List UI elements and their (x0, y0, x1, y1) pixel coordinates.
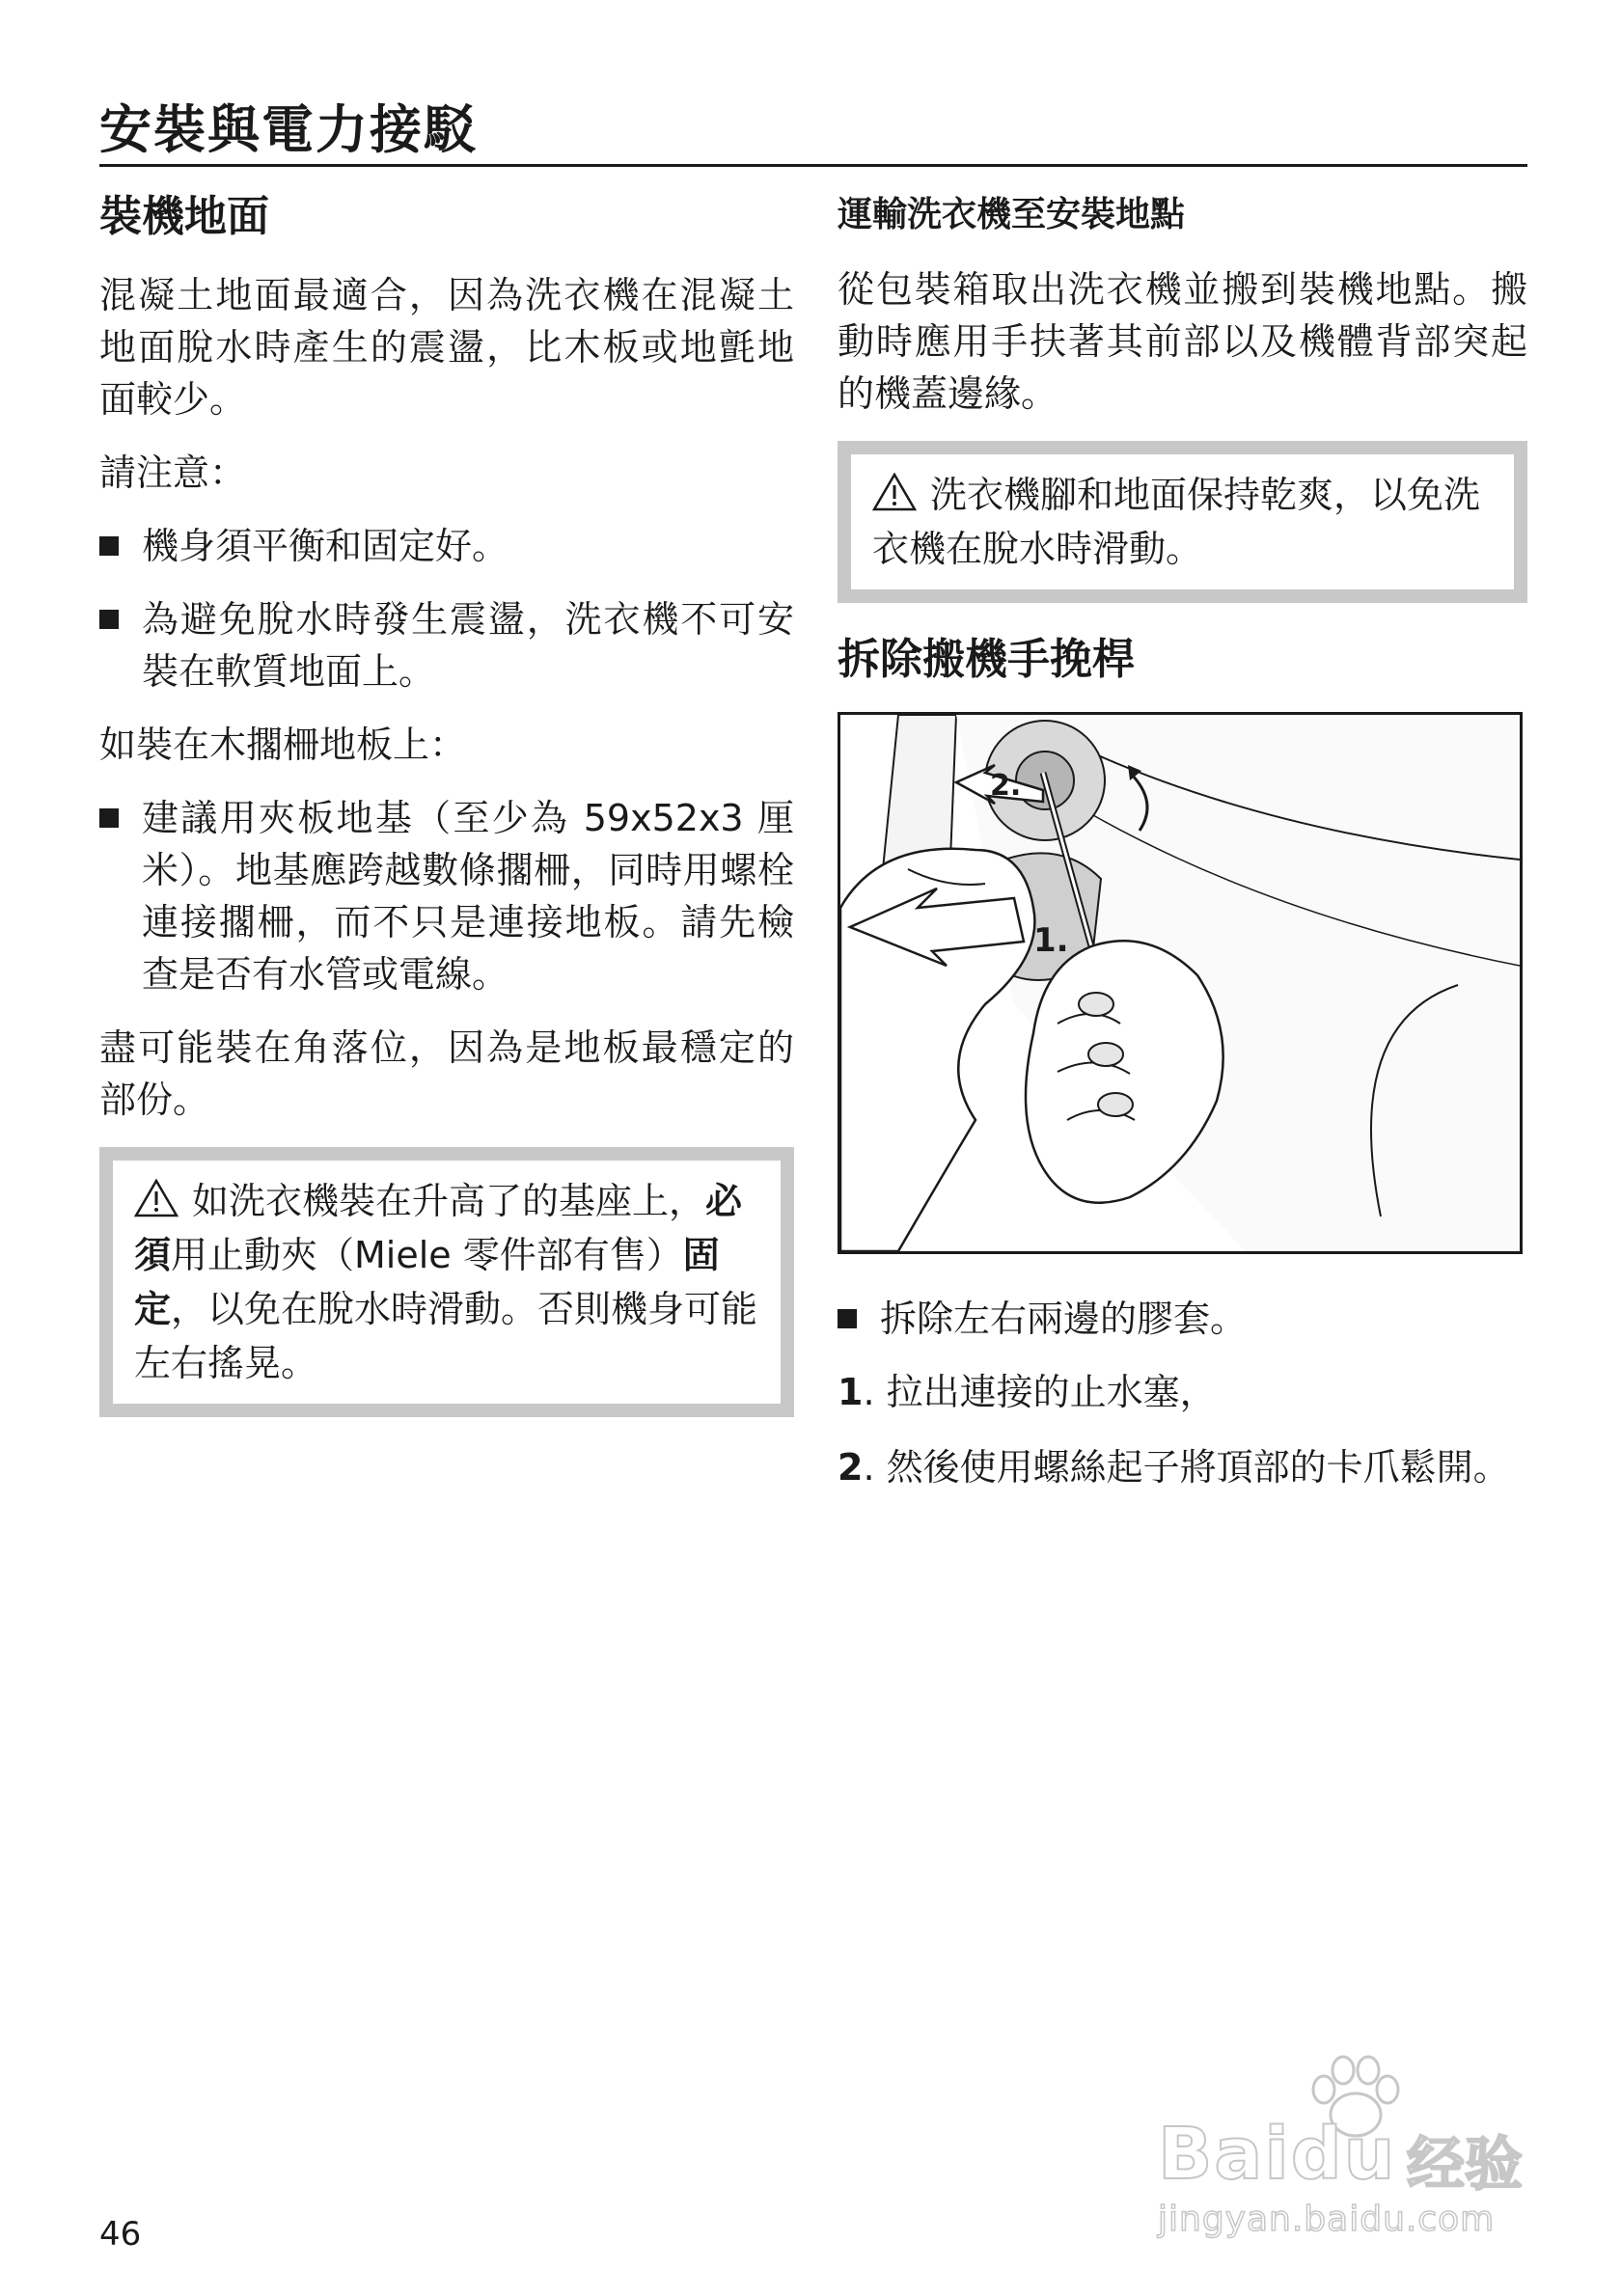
warning-bold-fix: 固定 (134, 1234, 720, 1331)
page-title: 安裝與電力接駁 (99, 99, 478, 160)
right-column (838, 183, 1527, 1517)
bullet-square-icon (838, 1309, 857, 1328)
bullet-text: 為避免脫水時發生震盪，洗衣機不可安裝在軟質地面上。 (142, 598, 794, 694)
bullet-square-icon (99, 610, 119, 629)
watermark-brand: Baidu (1158, 2113, 1397, 2196)
warning-text-post: ，以免在脫水時滑動。否則機身可能左右搖晃。 (134, 1288, 758, 1385)
bullet-square-icon (99, 536, 119, 556)
step-text: . 拉出連接的止水塞， (863, 1370, 1217, 1413)
bullet-item (99, 520, 794, 572)
warning-text-pre: 如洗衣機裝在升高了的基座上， (192, 1180, 706, 1223)
wood-floor-label: 如裝在木擱柵地板上： (99, 724, 467, 767)
corner-text: 盡可能裝在角落位，因為是地板最穩定的部份。 (99, 1026, 794, 1122)
figure-label-step1: 1. (1033, 920, 1069, 960)
page-number: 46 (99, 2215, 142, 2254)
bullet-square-icon (99, 808, 119, 828)
warning-triangle-icon (134, 1179, 179, 1217)
step-number: 2 (838, 1445, 864, 1489)
warning-triangle-icon (872, 473, 917, 511)
bullet-text: 機身須平衡和固定好。 (142, 525, 509, 568)
watermark-url: jingyan.baidu.com (1158, 2200, 1496, 2239)
title-rule (99, 164, 1527, 167)
section-heading-transport: 運輸洗衣機至安裝地點 (838, 195, 1186, 234)
step-number: 1 (838, 1370, 864, 1413)
illustration-remove-handle (838, 712, 1523, 1254)
hands-screwdriver-illustration (840, 715, 1520, 1251)
watermark-cn: 经验 (1407, 2131, 1523, 2199)
left-column (99, 183, 794, 1446)
section-heading-remove: 拆除搬機手挽桿 (838, 634, 1135, 684)
note-label: 請注意： (99, 451, 247, 495)
section-heading-floor: 裝機地面 (99, 192, 269, 241)
bullet-item (838, 1293, 1527, 1345)
bullet-item (99, 792, 794, 1000)
warning-box-base (99, 1147, 794, 1417)
bullet-item (99, 593, 794, 697)
warning-text-mid: 用止動夾（Miele 零件部有售） (171, 1234, 683, 1277)
floor-intro: 混凝土地面最適合，因為洗衣機在混凝土地面脫水時產生的震盪，比木板或地氈地面較少。 (99, 274, 794, 422)
warning-box-feet (838, 441, 1527, 603)
step-text: . 然後使用螺絲起子將頂部的卡爪鬆開。 (863, 1445, 1510, 1489)
watermark (1158, 2055, 1544, 2248)
step-1 (838, 1366, 1527, 1418)
bullet-text: 建議用夾板地基（至少為 59x52x3 厘米）。地基應跨越數條擱柵，同時用螺栓連接擱柵，而不只是連接地板。請先檢查是否有水管或電線。 (142, 797, 794, 997)
bullet-text: 拆除左右兩邊的膠套。 (880, 1297, 1248, 1340)
step-2 (838, 1441, 1527, 1493)
figure-label-step2: 2. (990, 768, 1022, 803)
warning-text-feet: 洗衣機腳和地面保持乾爽，以免洗衣機在脫水時滑動。 (872, 473, 1481, 570)
transport-text: 從包裝箱取出洗衣機並搬到裝機地點。搬動時應用手扶著其前部以及機體背部突起的機蓋邊緣。 (838, 267, 1527, 415)
warning-bold-must: 必須 (134, 1180, 743, 1277)
